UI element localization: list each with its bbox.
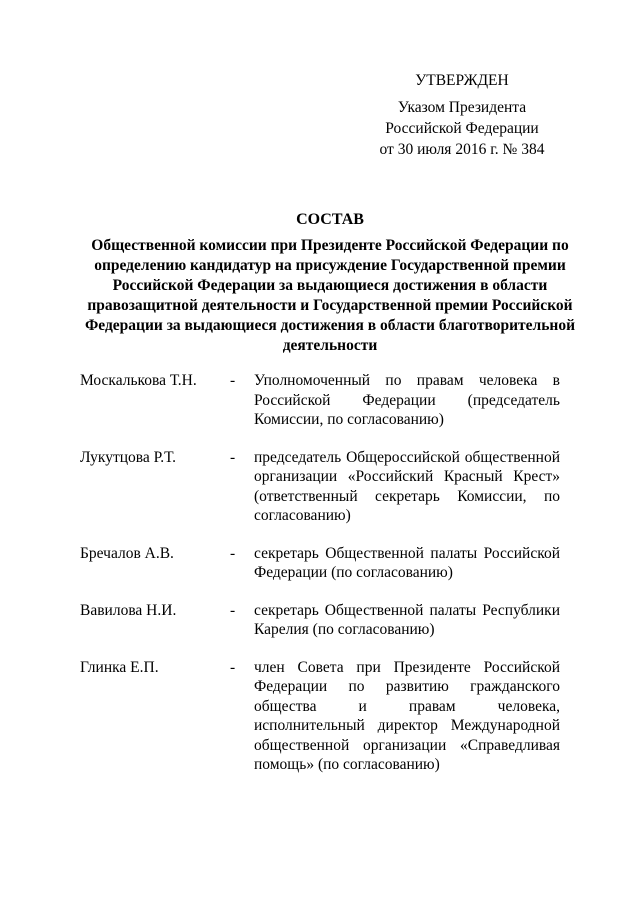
member-name: Москалькова Т.Н. xyxy=(80,372,197,389)
member-dash: - xyxy=(230,544,236,562)
member-name: Лукутцова Р.Т. xyxy=(80,448,176,466)
approval-block xyxy=(352,70,572,160)
approval-authority: Российской Федерации xyxy=(385,120,539,137)
member-list xyxy=(80,371,560,793)
document-title: СОСТАВ xyxy=(296,211,364,228)
member-role: член Совета при Президенте Российской Федерации по развитию гражданского общества и правам человека, исполнительный директор Международной общественной организации «Справедливая помощь» (по согласованию) xyxy=(254,658,560,773)
member-role: председатель Общероссийской общественной организации «Российский Красный Крест» (ответственный секретарь Комиссии, по согласованию) xyxy=(254,448,560,524)
member-dash: - xyxy=(230,658,236,676)
approval-decree: Указом Президента xyxy=(397,99,527,116)
document-heading xyxy=(60,210,600,356)
list-item xyxy=(80,371,560,430)
member-dash: - xyxy=(230,372,236,389)
member-role: секретарь Общественной палаты Российской Федерации (по согласованию) xyxy=(254,544,560,581)
approval-date: от 30 июля 2016 г. № 384 xyxy=(379,141,545,158)
list-item xyxy=(80,448,560,526)
member-role: Уполномоченный по правам человека в Российской Федерации (председатель Комиссии, по согласованию) xyxy=(254,372,560,428)
list-item xyxy=(80,658,560,775)
approval-stamp: УТВЕРЖДЕН xyxy=(415,72,509,89)
member-role: секретарь Общественной палаты Республики Карелия (по согласованию) xyxy=(254,601,560,638)
list-item xyxy=(80,544,560,583)
list-item xyxy=(80,601,560,640)
document-subtitle: Общественной комиссии при Президенте Российской Федерации по определению кандидатур на присуждение Государственной премии Российской Федерации за выдающиеся достижения в области правозащитной деятельности и Государственной премии Российской Федерации за выдающиеся достижения в области благотворительной деятельности xyxy=(84,237,576,354)
member-dash: - xyxy=(230,601,236,619)
member-name: Вавилова Н.И. xyxy=(80,601,177,619)
member-dash: - xyxy=(230,448,236,466)
member-name: Глинка Е.П. xyxy=(80,658,159,676)
member-name: Бречалов А.В. xyxy=(80,544,174,562)
